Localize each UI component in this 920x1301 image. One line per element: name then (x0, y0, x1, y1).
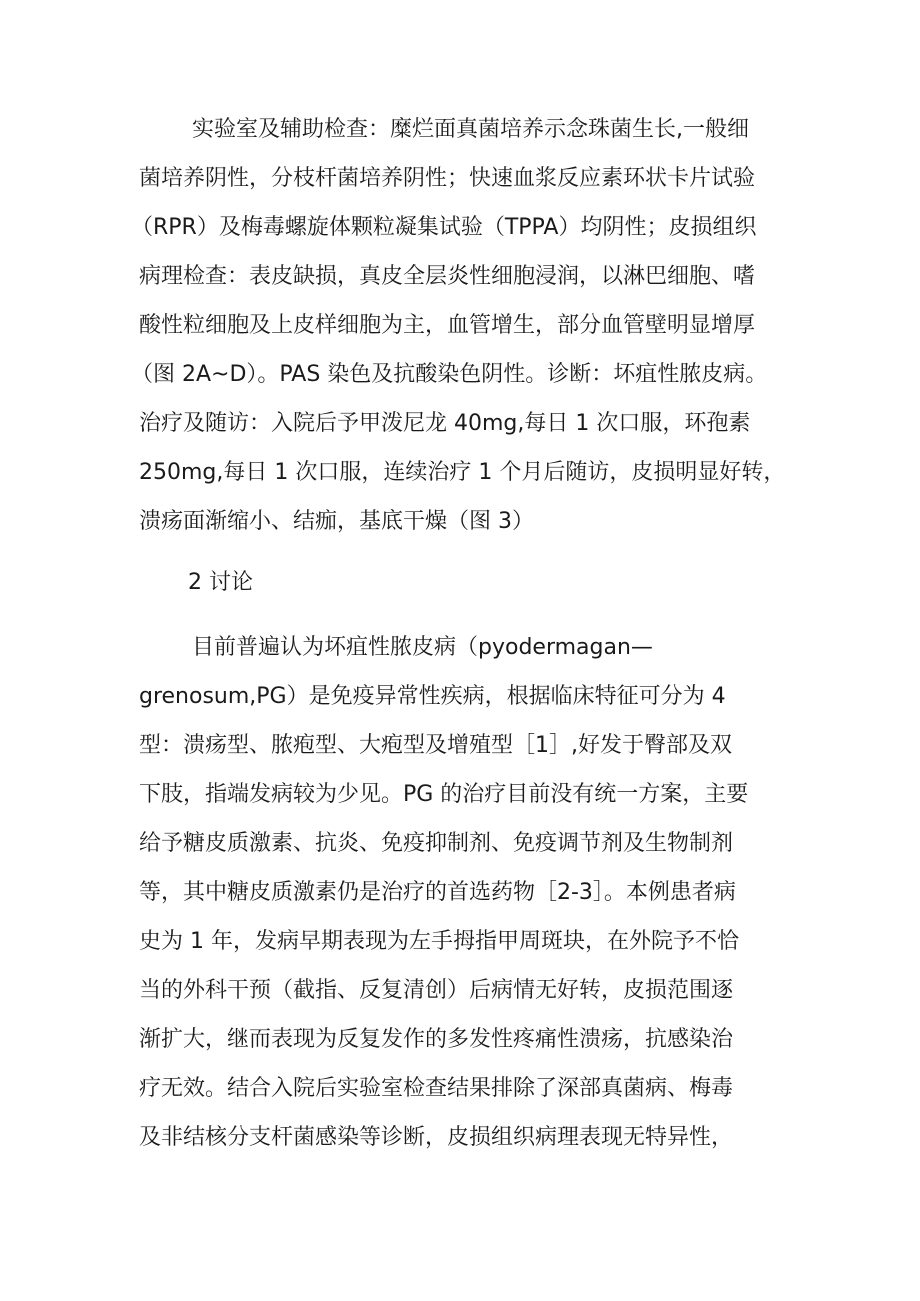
text-line: 250mg,每日 1 次口服，连续治疗 1 个月后随访，皮损明显好转， (139, 460, 786, 485)
text-line: 史为 1 年，发病早期表现为左手拇指甲周斑块，在外院予不恰 (139, 929, 739, 954)
text-line: 等，其中糖皮质激素仍是治疗的首选药物［2-3］。本例患者病 (139, 880, 736, 905)
section-heading: 2 讨论 (188, 570, 253, 595)
text-line: 实验室及辅助检查：糜烂面真菌培养示念珠菌生长,一般细 (192, 117, 749, 142)
text-line: 给予糖皮质激素、抗炎、免疫抑制剂、免疫调节剂及生物制剂 (139, 831, 734, 856)
text-line: 疗无效。结合入院后实验室检查结果排除了深部真菌病、梅毒 (139, 1076, 734, 1101)
text-line: grenosum,PG）是免疫异常性疾病，根据临床特征可分为 4 (139, 684, 726, 709)
text-line: 下肢，指端发病较为少见。PG 的治疗目前没有统一方案，主要 (139, 782, 749, 807)
text-line: 及非结核分支杆菌感染等诊断，皮损组织病理表现无特异性， (139, 1125, 734, 1150)
text-line: 病理检查：表皮缺损，真皮全层炎性细胞浸润，以淋巴细胞、嗜 (139, 264, 756, 289)
text-line: （RPR）及梅毒螺旋体颗粒凝集试验（TPPA）均阴性；皮损组织 (131, 215, 757, 240)
text-line: 酸性粒细胞及上皮样细胞为主，血管增生，部分血管壁明显增厚 (139, 313, 756, 338)
text-line: 溃疡面渐缩小、结痂，基底干燥（图 3） (139, 509, 534, 534)
text-line: 当的外科干预（截指、反复清创）后病情无好转，皮损范围逐 (139, 978, 734, 1003)
text-line: 治疗及随访：入院后予甲泼尼龙 40mg,每日 1 次口服，环孢素 (139, 411, 751, 436)
text-line: 目前普遍认为坏疽性脓皮病（pyodermagan— (192, 635, 653, 660)
text-line: 型：溃疡型、脓疱型、大疱型及增殖型［1］,好发于臀部及双 (139, 733, 732, 758)
text-line: （图 2A~D）。PAS 染色及抗酸染色阴性。诊断：坏疽性脓皮病。 (131, 362, 768, 387)
text-line: 渐扩大，继而表现为反复发作的多发性疼痛性溃疡，抗感染治 (139, 1027, 734, 1052)
text-line: 菌培养阴性，分枝杆菌培养阴性；快速血浆反应素环状卡片试验 (139, 166, 756, 191)
